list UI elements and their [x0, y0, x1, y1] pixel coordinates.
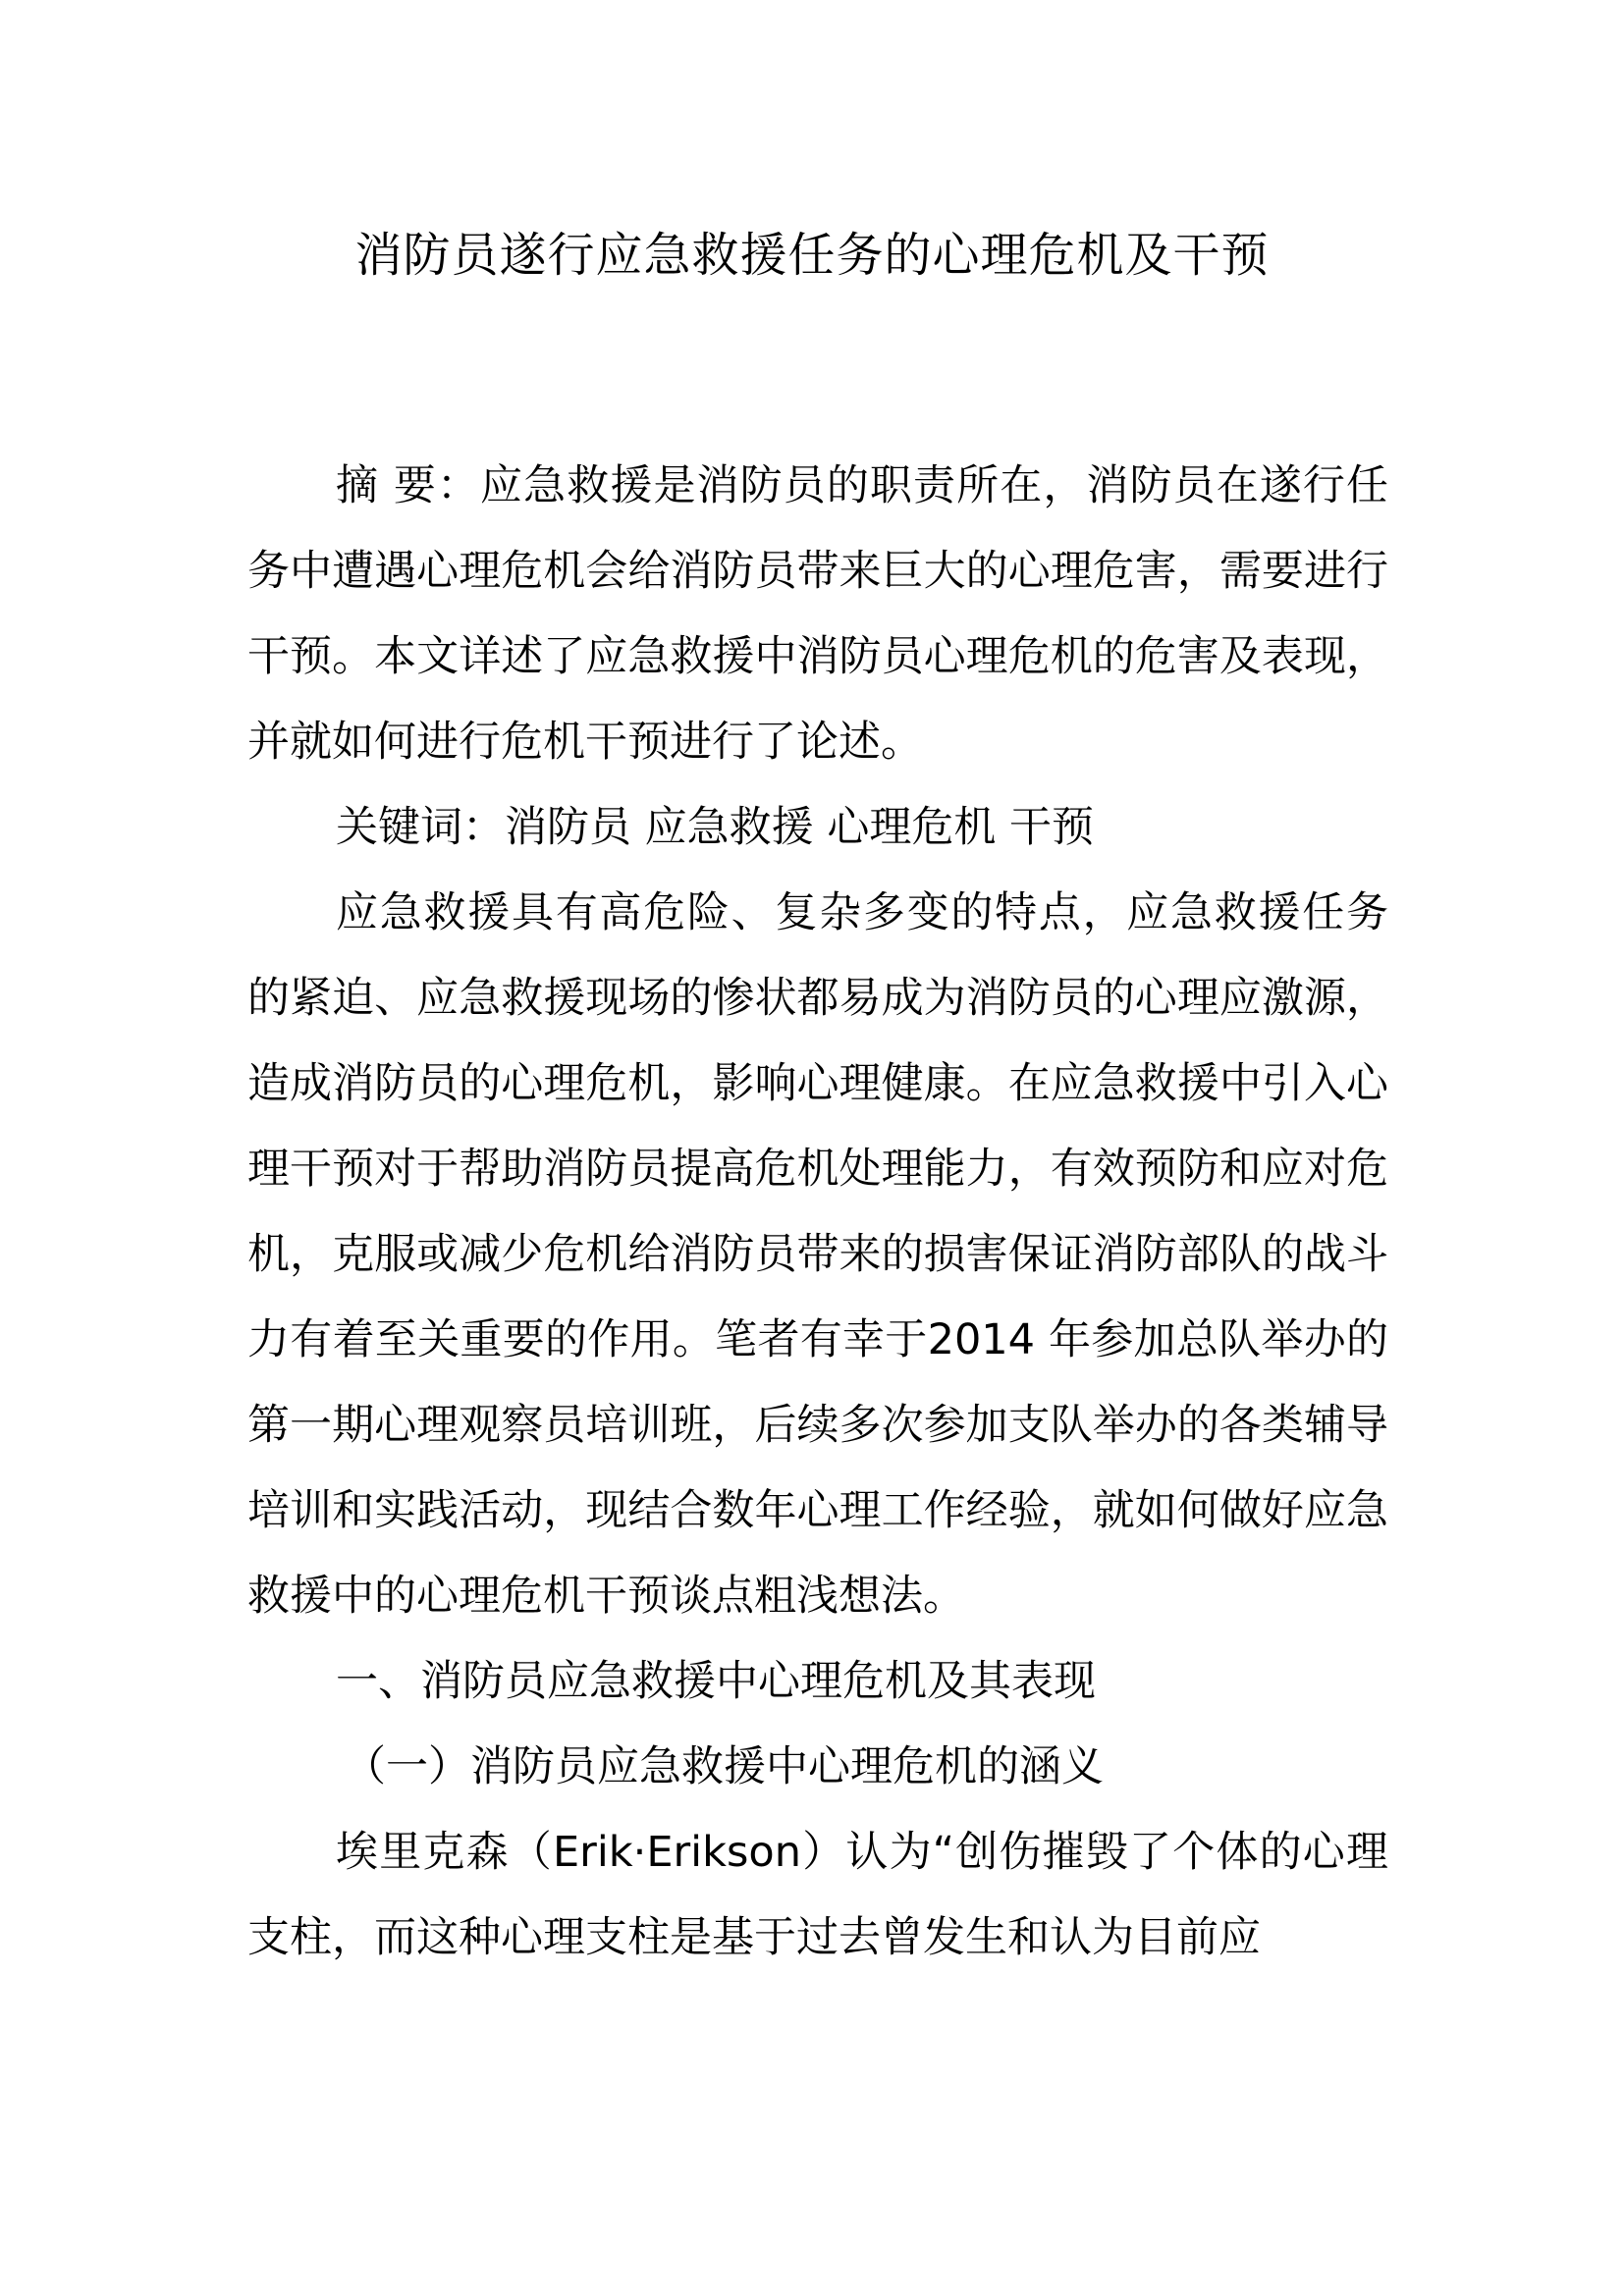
intro-paragraph: 应急救援具有高危险、复杂多变的特点，应急救援任务的紧迫、应急救援现场的惨状都易成为消防员的心理应激源，造成消防员的心理危机，影响心理健康。在应急救援中引入心理干预对于帮助消防员提高危机处理能力，有效预防和应对危机，克服或减少危机给消防员带来的损害保证消防部队的战斗力有着至关重要的作用。笔者有幸于2014 年参加总队举办的第一期心理观察员培训班，后续多次参加支队举办的各类辅导培训和实践活动，现结合数年心理工作经验，就如何做好应急救援中的心理危机干预谈点粗浅想法。: [247, 888, 1388, 1621]
keywords-line: 关键词：消防员 应急救援 心理危机 干预: [336, 803, 1095, 852]
erikson-paragraph: 埃里克森（Erik·Erikson）认为“创伤摧毁了个体的心理支柱，而这种心理支柱是基于过去曾发生和认为目前应: [247, 1828, 1388, 1962]
section-heading: 一、消防员应急救援中心理危机及其表现: [336, 1657, 1096, 1706]
abstract-paragraph: 摘 要：应急救援是消防员的职责所在，消防员在遂行任务中遭遇心理危机会给消防员带来巨大的心理危害，需要进行干预。本文详述了应急救援中消防员心理危机的危害及表现，并就如何进行危机干预进行了论述。: [247, 461, 1388, 767]
subsection-heading: （一）消防员应急救援中心理危机的涵义: [344, 1742, 1104, 1791]
document-body: [247, 444, 1388, 1981]
document-title: 消防员遂行应急救援任务的心理危机及干预: [354, 228, 1270, 283]
